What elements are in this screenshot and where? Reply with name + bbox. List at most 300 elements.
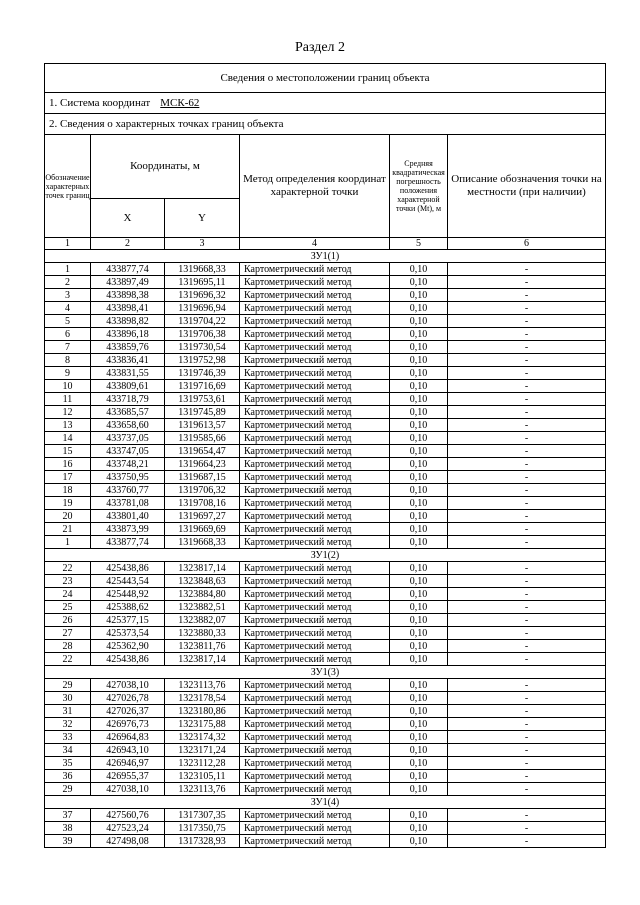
method: Картометрический метод: [240, 471, 390, 484]
x-coordinate: 425438,86: [91, 653, 165, 666]
method: Картометрический метод: [240, 263, 390, 276]
table-row: [45, 367, 606, 380]
point-id: 22: [45, 562, 91, 575]
group-name: ЗУ1(4): [45, 796, 606, 809]
y-coordinate: 1319687,15: [165, 471, 240, 484]
table-row: [45, 393, 606, 406]
description: -: [448, 653, 606, 666]
header-y: Y: [165, 199, 240, 238]
description: -: [448, 744, 606, 757]
x-coordinate: 433750,95: [91, 471, 165, 484]
table-row: [45, 783, 606, 796]
error-value: 0,10: [390, 406, 448, 419]
point-id: 10: [45, 380, 91, 393]
x-coordinate: 426955,37: [91, 770, 165, 783]
error-value: 0,10: [390, 588, 448, 601]
header-description: Описание обозначения точки на местности (при наличии): [448, 135, 606, 238]
x-coordinate: 425438,86: [91, 562, 165, 575]
error-value: 0,10: [390, 731, 448, 744]
y-coordinate: 1319708,16: [165, 497, 240, 510]
method: Картометрический метод: [240, 315, 390, 328]
error-value: 0,10: [390, 341, 448, 354]
description: -: [448, 588, 606, 601]
error-value: 0,10: [390, 367, 448, 380]
table-row: [45, 458, 606, 471]
column-number: 4: [240, 238, 390, 250]
table-row: [45, 601, 606, 614]
y-coordinate: 1319585,66: [165, 432, 240, 445]
x-coordinate: 433685,57: [91, 406, 165, 419]
method: Картометрический метод: [240, 406, 390, 419]
method: Картометрический метод: [240, 367, 390, 380]
y-coordinate: 1319695,11: [165, 276, 240, 289]
y-coordinate: 1319654,47: [165, 445, 240, 458]
y-coordinate: 1323880,33: [165, 627, 240, 640]
header-coordinates: Координаты, м: [91, 135, 240, 199]
point-id: 1: [45, 536, 91, 549]
point-id: 33: [45, 731, 91, 744]
method: Картометрический метод: [240, 614, 390, 627]
table-row: [45, 679, 606, 692]
error-value: 0,10: [390, 627, 448, 640]
x-coordinate: 426943,10: [91, 744, 165, 757]
header-error: Средняя квадратическая погрешность положения характерной точки (Mt), м: [390, 135, 448, 238]
point-id: 1: [45, 263, 91, 276]
group-name: ЗУ1(3): [45, 666, 606, 679]
y-coordinate: 1319745,89: [165, 406, 240, 419]
error-value: 0,10: [390, 328, 448, 341]
error-value: 0,10: [390, 432, 448, 445]
description: -: [448, 263, 606, 276]
point-id: 31: [45, 705, 91, 718]
description: -: [448, 523, 606, 536]
y-coordinate: 1319706,32: [165, 484, 240, 497]
x-coordinate: 425388,62: [91, 601, 165, 614]
method: Картометрический метод: [240, 432, 390, 445]
point-id: 29: [45, 679, 91, 692]
table-row: [45, 432, 606, 445]
y-coordinate: 1319746,39: [165, 367, 240, 380]
error-value: 0,10: [390, 419, 448, 432]
method: Картометрический метод: [240, 484, 390, 497]
table-row: [45, 315, 606, 328]
point-id: 3: [45, 289, 91, 302]
method: Картометрический метод: [240, 458, 390, 471]
x-coordinate: 433760,77: [91, 484, 165, 497]
description: -: [448, 445, 606, 458]
description: -: [448, 835, 606, 848]
error-value: 0,10: [390, 471, 448, 484]
error-value: 0,10: [390, 497, 448, 510]
table-row: [45, 510, 606, 523]
method: Картометрический метод: [240, 445, 390, 458]
y-coordinate: 1319752,98: [165, 354, 240, 367]
error-value: 0,10: [390, 770, 448, 783]
method: Картометрический метод: [240, 627, 390, 640]
method: Картометрический метод: [240, 393, 390, 406]
x-coordinate: 433748,21: [91, 458, 165, 471]
x-coordinate: 433877,74: [91, 536, 165, 549]
x-coordinate: 433877,74: [91, 263, 165, 276]
point-id: 5: [45, 315, 91, 328]
table-row: [45, 302, 606, 315]
method: Картометрический метод: [240, 809, 390, 822]
point-id: 6: [45, 328, 91, 341]
x-coordinate: 427038,10: [91, 783, 165, 796]
group-name: ЗУ1(1): [45, 250, 606, 263]
point-id: 18: [45, 484, 91, 497]
point-id: 11: [45, 393, 91, 406]
method: Картометрический метод: [240, 679, 390, 692]
description: -: [448, 380, 606, 393]
point-id: 14: [45, 432, 91, 445]
table-row: [45, 523, 606, 536]
y-coordinate: 1323105,11: [165, 770, 240, 783]
table-row: [45, 718, 606, 731]
coord-system-value: МСК-62: [160, 96, 200, 109]
error-value: 0,10: [390, 614, 448, 627]
description: -: [448, 562, 606, 575]
method: Картометрический метод: [240, 770, 390, 783]
point-id: 27: [45, 627, 91, 640]
point-id: 9: [45, 367, 91, 380]
table-row: [45, 744, 606, 757]
y-coordinate: 1319753,61: [165, 393, 240, 406]
point-id: 24: [45, 588, 91, 601]
point-id: 21: [45, 523, 91, 536]
method: Картометрический метод: [240, 419, 390, 432]
table-row: [45, 835, 606, 848]
description: -: [448, 718, 606, 731]
point-id: 13: [45, 419, 91, 432]
x-coordinate: 433781,08: [91, 497, 165, 510]
point-id: 16: [45, 458, 91, 471]
error-value: 0,10: [390, 809, 448, 822]
table-row: [45, 770, 606, 783]
y-coordinate: 1319664,23: [165, 458, 240, 471]
description: -: [448, 458, 606, 471]
point-id: 22: [45, 653, 91, 666]
y-coordinate: 1319730,54: [165, 341, 240, 354]
point-id: 15: [45, 445, 91, 458]
error-value: 0,10: [390, 679, 448, 692]
column-number: 1: [45, 238, 91, 250]
error-value: 0,10: [390, 458, 448, 471]
error-value: 0,10: [390, 705, 448, 718]
x-coordinate: 433747,05: [91, 445, 165, 458]
point-id: 36: [45, 770, 91, 783]
x-coordinate: 433896,18: [91, 328, 165, 341]
error-value: 0,10: [390, 380, 448, 393]
y-coordinate: 1323817,14: [165, 653, 240, 666]
group-row: [45, 250, 606, 263]
method: Картометрический метод: [240, 536, 390, 549]
column-number: 5: [390, 238, 448, 250]
x-coordinate: 427523,24: [91, 822, 165, 835]
description: -: [448, 419, 606, 432]
method: Картометрический метод: [240, 588, 390, 601]
x-coordinate: 427026,37: [91, 705, 165, 718]
x-coordinate: 433898,41: [91, 302, 165, 315]
description: -: [448, 367, 606, 380]
description: -: [448, 705, 606, 718]
x-coordinate: 433898,82: [91, 315, 165, 328]
point-id: 39: [45, 835, 91, 848]
description: -: [448, 783, 606, 796]
description: -: [448, 302, 606, 315]
y-coordinate: 1323848,63: [165, 575, 240, 588]
description: -: [448, 328, 606, 341]
method: Картометрический метод: [240, 341, 390, 354]
column-number: 3: [165, 238, 240, 250]
y-coordinate: 1319697,27: [165, 510, 240, 523]
table-row: [45, 705, 606, 718]
description: -: [448, 757, 606, 770]
x-coordinate: 426946,97: [91, 757, 165, 770]
y-coordinate: 1319613,57: [165, 419, 240, 432]
error-value: 0,10: [390, 302, 448, 315]
point-id: 17: [45, 471, 91, 484]
point-id: 37: [45, 809, 91, 822]
description: -: [448, 471, 606, 484]
error-value: 0,10: [390, 575, 448, 588]
error-value: 0,10: [390, 536, 448, 549]
y-coordinate: 1323811,76: [165, 640, 240, 653]
method: Картометрический метод: [240, 354, 390, 367]
x-coordinate: 433718,79: [91, 393, 165, 406]
description: -: [448, 432, 606, 445]
y-coordinate: 1319668,33: [165, 263, 240, 276]
column-number: 6: [448, 238, 606, 250]
error-value: 0,10: [390, 354, 448, 367]
header-method: Метод определения координат характерной точки: [240, 135, 390, 238]
error-value: 0,10: [390, 718, 448, 731]
error-value: 0,10: [390, 822, 448, 835]
point-id: 19: [45, 497, 91, 510]
group-row: [45, 549, 606, 562]
error-value: 0,10: [390, 835, 448, 848]
table-row: [45, 419, 606, 432]
description: -: [448, 315, 606, 328]
error-value: 0,10: [390, 640, 448, 653]
x-coordinate: 427026,78: [91, 692, 165, 705]
method: Картометрический метод: [240, 822, 390, 835]
page-title: Раздел 2: [294, 40, 346, 55]
column-number: 2: [91, 238, 165, 250]
table-row: [45, 497, 606, 510]
description: -: [448, 484, 606, 497]
error-value: 0,10: [390, 692, 448, 705]
error-value: 0,10: [390, 744, 448, 757]
y-coordinate: 1323174,32: [165, 731, 240, 744]
y-coordinate: 1323180,86: [165, 705, 240, 718]
method: Картометрический метод: [240, 757, 390, 770]
table-row: [45, 809, 606, 822]
point-id: 20: [45, 510, 91, 523]
description: -: [448, 731, 606, 744]
table-row: [45, 484, 606, 497]
method: Картометрический метод: [240, 744, 390, 757]
point-id: 12: [45, 406, 91, 419]
description: -: [448, 276, 606, 289]
table-row: [45, 536, 606, 549]
method: Картометрический метод: [240, 562, 390, 575]
description: -: [448, 692, 606, 705]
method: Картометрический метод: [240, 328, 390, 341]
x-coordinate: 427498,08: [91, 835, 165, 848]
error-value: 0,10: [390, 393, 448, 406]
x-coordinate: 425373,54: [91, 627, 165, 640]
table-row: [45, 653, 606, 666]
description: -: [448, 822, 606, 835]
coord-system-label: 1. Система координат: [49, 96, 151, 109]
x-coordinate: 433836,41: [91, 354, 165, 367]
point-id: 26: [45, 614, 91, 627]
y-coordinate: 1319668,33: [165, 536, 240, 549]
description: -: [448, 497, 606, 510]
y-coordinate: 1319696,32: [165, 289, 240, 302]
table-row: [45, 289, 606, 302]
description: -: [448, 627, 606, 640]
y-coordinate: 1323112,28: [165, 757, 240, 770]
description: -: [448, 770, 606, 783]
y-coordinate: 1323171,24: [165, 744, 240, 757]
x-coordinate: 433859,76: [91, 341, 165, 354]
table-row: [45, 276, 606, 289]
description: -: [448, 406, 606, 419]
point-id: 28: [45, 640, 91, 653]
y-coordinate: 1323178,54: [165, 692, 240, 705]
error-value: 0,10: [390, 445, 448, 458]
y-coordinate: 1319716,69: [165, 380, 240, 393]
table-row: [45, 406, 606, 419]
x-coordinate: 427560,76: [91, 809, 165, 822]
y-coordinate: 1323113,76: [165, 783, 240, 796]
table-row: [45, 640, 606, 653]
boundary-table: [44, 63, 606, 848]
y-coordinate: 1319704,22: [165, 315, 240, 328]
description: -: [448, 510, 606, 523]
error-value: 0,10: [390, 783, 448, 796]
y-coordinate: 1317328,93: [165, 835, 240, 848]
point-id: 32: [45, 718, 91, 731]
description: -: [448, 354, 606, 367]
table-row: [45, 614, 606, 627]
table-row: [45, 328, 606, 341]
method: Картометрический метод: [240, 640, 390, 653]
error-value: 0,10: [390, 562, 448, 575]
method: Картометрический метод: [240, 835, 390, 848]
point-id: 38: [45, 822, 91, 835]
table-row: [45, 354, 606, 367]
table-row: [45, 692, 606, 705]
method: Картометрический метод: [240, 523, 390, 536]
x-coordinate: 433809,61: [91, 380, 165, 393]
method: Картометрический метод: [240, 692, 390, 705]
description: -: [448, 341, 606, 354]
table-row: [45, 380, 606, 393]
point-id: 25: [45, 601, 91, 614]
y-coordinate: 1317307,35: [165, 809, 240, 822]
x-coordinate: 433801,40: [91, 510, 165, 523]
x-coordinate: 425443,54: [91, 575, 165, 588]
table-row: [45, 822, 606, 835]
table-row: [45, 445, 606, 458]
y-coordinate: 1323175,88: [165, 718, 240, 731]
table-row: [45, 575, 606, 588]
group-row: [45, 666, 606, 679]
y-coordinate: 1323817,14: [165, 562, 240, 575]
method: Картометрический метод: [240, 575, 390, 588]
point-id: 8: [45, 354, 91, 367]
point-id: 7: [45, 341, 91, 354]
x-coordinate: 426964,83: [91, 731, 165, 744]
y-coordinate: 1319706,38: [165, 328, 240, 341]
method: Картометрический метод: [240, 302, 390, 315]
error-value: 0,10: [390, 757, 448, 770]
point-id: 4: [45, 302, 91, 315]
y-coordinate: 1323884,80: [165, 588, 240, 601]
x-coordinate: 425362,90: [91, 640, 165, 653]
table-row: [45, 341, 606, 354]
x-coordinate: 433873,99: [91, 523, 165, 536]
x-coordinate: 427038,10: [91, 679, 165, 692]
x-coordinate: 433737,05: [91, 432, 165, 445]
table-row: [45, 562, 606, 575]
table-row: [45, 263, 606, 276]
y-coordinate: 1319696,94: [165, 302, 240, 315]
y-coordinate: 1323113,76: [165, 679, 240, 692]
description: -: [448, 640, 606, 653]
method: Картометрический метод: [240, 705, 390, 718]
point-id: 23: [45, 575, 91, 588]
description: -: [448, 289, 606, 302]
error-value: 0,10: [390, 601, 448, 614]
x-coordinate: 425448,92: [91, 588, 165, 601]
error-value: 0,10: [390, 510, 448, 523]
table-row: [45, 627, 606, 640]
y-coordinate: 1323882,07: [165, 614, 240, 627]
point-id: 30: [45, 692, 91, 705]
y-coordinate: 1319669,69: [165, 523, 240, 536]
description: -: [448, 536, 606, 549]
method: Картометрический метод: [240, 380, 390, 393]
table-row: [45, 588, 606, 601]
error-value: 0,10: [390, 653, 448, 666]
description: -: [448, 809, 606, 822]
point-id: 34: [45, 744, 91, 757]
point-id: 2: [45, 276, 91, 289]
x-coordinate: 433831,55: [91, 367, 165, 380]
error-value: 0,10: [390, 484, 448, 497]
point-id: 29: [45, 783, 91, 796]
method: Картометрический метод: [240, 783, 390, 796]
error-value: 0,10: [390, 289, 448, 302]
y-coordinate: 1323882,51: [165, 601, 240, 614]
method: Картометрический метод: [240, 653, 390, 666]
method: Картометрический метод: [240, 276, 390, 289]
group-name: ЗУ1(2): [45, 549, 606, 562]
error-value: 0,10: [390, 315, 448, 328]
error-value: 0,10: [390, 523, 448, 536]
error-value: 0,10: [390, 263, 448, 276]
description: -: [448, 679, 606, 692]
header-point-id: Обозначение характерных точек границ: [45, 135, 91, 238]
x-coordinate: 433658,60: [91, 419, 165, 432]
description: -: [448, 601, 606, 614]
error-value: 0,10: [390, 276, 448, 289]
x-coordinate: 433898,38: [91, 289, 165, 302]
